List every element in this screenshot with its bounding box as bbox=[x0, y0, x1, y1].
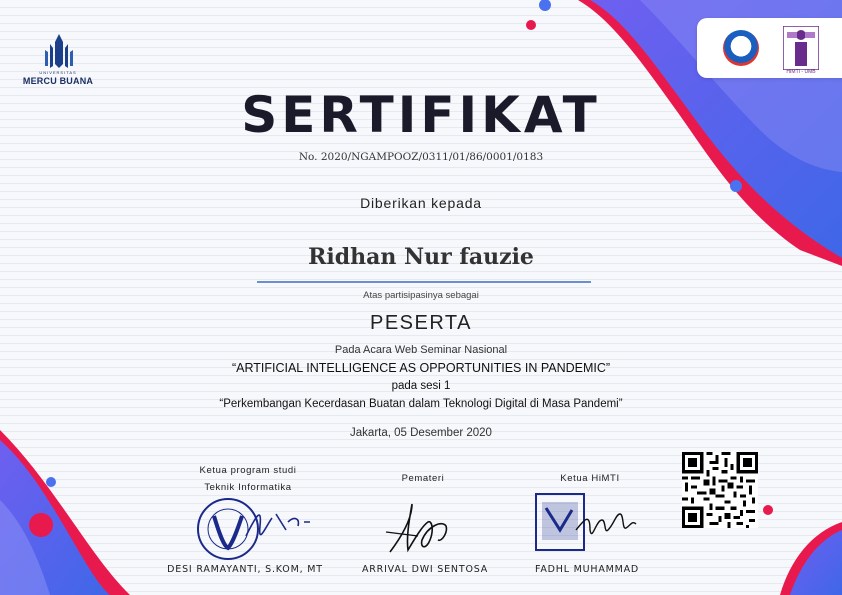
place-and-date: Jakarta, 05 Desember 2020 bbox=[350, 427, 492, 439]
participant-role: PESERTA bbox=[369, 312, 472, 334]
session-title: “Perkembangan Kecerdasan Buatan dalam Teknologi Digital di Masa Pandemi” bbox=[219, 398, 623, 410]
signer-1-stamp-and-signature bbox=[176, 496, 326, 562]
signer-2-name: ARRIVAL DWI SENTOSA bbox=[361, 564, 489, 575]
himti-caption: HIMTI - UMB bbox=[786, 69, 816, 75]
blue-dot bbox=[730, 180, 742, 192]
signer-1-role: Ketua program studi bbox=[199, 465, 297, 476]
session-label: pada sesi 1 bbox=[391, 380, 451, 392]
certificate-number: No. 2020/NGAMPOOZ/0311/01/86/0001/0183 bbox=[298, 151, 544, 163]
himti-logo-icon bbox=[783, 26, 819, 70]
event-intro: Pada Acara Web Seminar Nasional bbox=[334, 344, 508, 356]
university-small-text: UNIVERSITAS bbox=[39, 70, 77, 75]
red-dot bbox=[29, 513, 53, 537]
qr-code-icon bbox=[682, 452, 758, 528]
certificate-title: SERTIFIKAT bbox=[241, 86, 601, 144]
participation-label: Atas partisipasinya sebagai bbox=[363, 290, 479, 301]
circle-event-logo-icon bbox=[723, 30, 759, 66]
signer-2-signature bbox=[382, 496, 462, 560]
partner-logos-card bbox=[697, 18, 842, 78]
recipient-name: Ridhan Nur fauzie bbox=[308, 244, 534, 270]
red-dot bbox=[526, 20, 536, 30]
blue-dot bbox=[539, 0, 551, 11]
signer-3-name: FADHL MUHAMMAD bbox=[534, 564, 640, 575]
blue-dot bbox=[46, 477, 56, 487]
signer-3-stamp-and-signature bbox=[532, 490, 642, 560]
signer-3-role: Ketua HiMTI bbox=[560, 473, 620, 484]
name-underline bbox=[257, 281, 591, 283]
signer-1-name: DESI RAMAYANTI, S.KOM, MT bbox=[167, 564, 323, 575]
university-name: MERCU BUANA bbox=[22, 76, 94, 86]
given-to-label: Diberikan kepada bbox=[360, 195, 482, 211]
signer-1-role-line2: Teknik Informatika bbox=[204, 482, 292, 493]
event-title: “ARTIFICIAL INTELLIGENCE AS OPPORTUNITIES IN PANDEMIC” bbox=[231, 361, 611, 375]
signer-2-role: Pemateri bbox=[401, 473, 445, 484]
red-dot bbox=[763, 505, 773, 515]
